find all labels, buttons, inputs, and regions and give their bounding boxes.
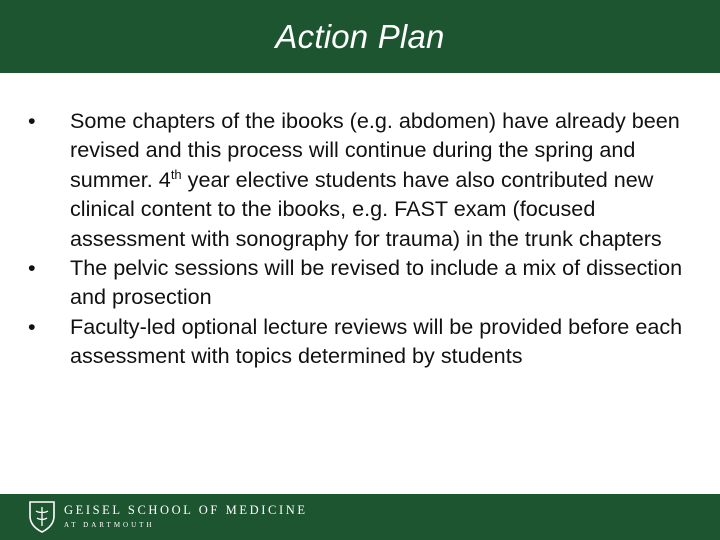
shield-crest-icon [27,499,57,533]
bullet-text: The pelvic sessions will be revised to include a mix of dissection and prosection [70,255,683,310]
bullet-text [70,108,680,251]
bullet-text-part: Some chapters of the ibooks (e.g. abdomen) have already been revised and this process will continue during the spring and summer. 4 [70,108,680,192]
institution-wordmark [64,503,308,531]
footer-bar [0,494,720,540]
institution-name: GEISEL SCHOOL OF MEDICINE [64,503,308,517]
bullet-marker: • [28,108,36,133]
bullet-text-part: year elective students have also contributed new clinical content to the ibooks, e.g. FAST exam (focused assessment with sonography for trauma) in the trunk chapters [70,166,662,251]
institution-subtitle: AT DARTMOUTH [64,521,155,529]
bullet-marker: • [28,255,36,281]
bullet-marker: • [28,313,36,339]
bullet-list [28,106,703,371]
title-bar [0,0,720,73]
bullet-item [28,106,703,253]
ordinal-superscript: th [170,166,182,182]
bullet-item [28,253,703,312]
bullet-text: Faculty-led optional lecture reviews will be provided before each assessment with topics determined by students [70,313,683,369]
bullet-item [28,312,703,371]
slide-title: Action Plan [275,17,445,55]
